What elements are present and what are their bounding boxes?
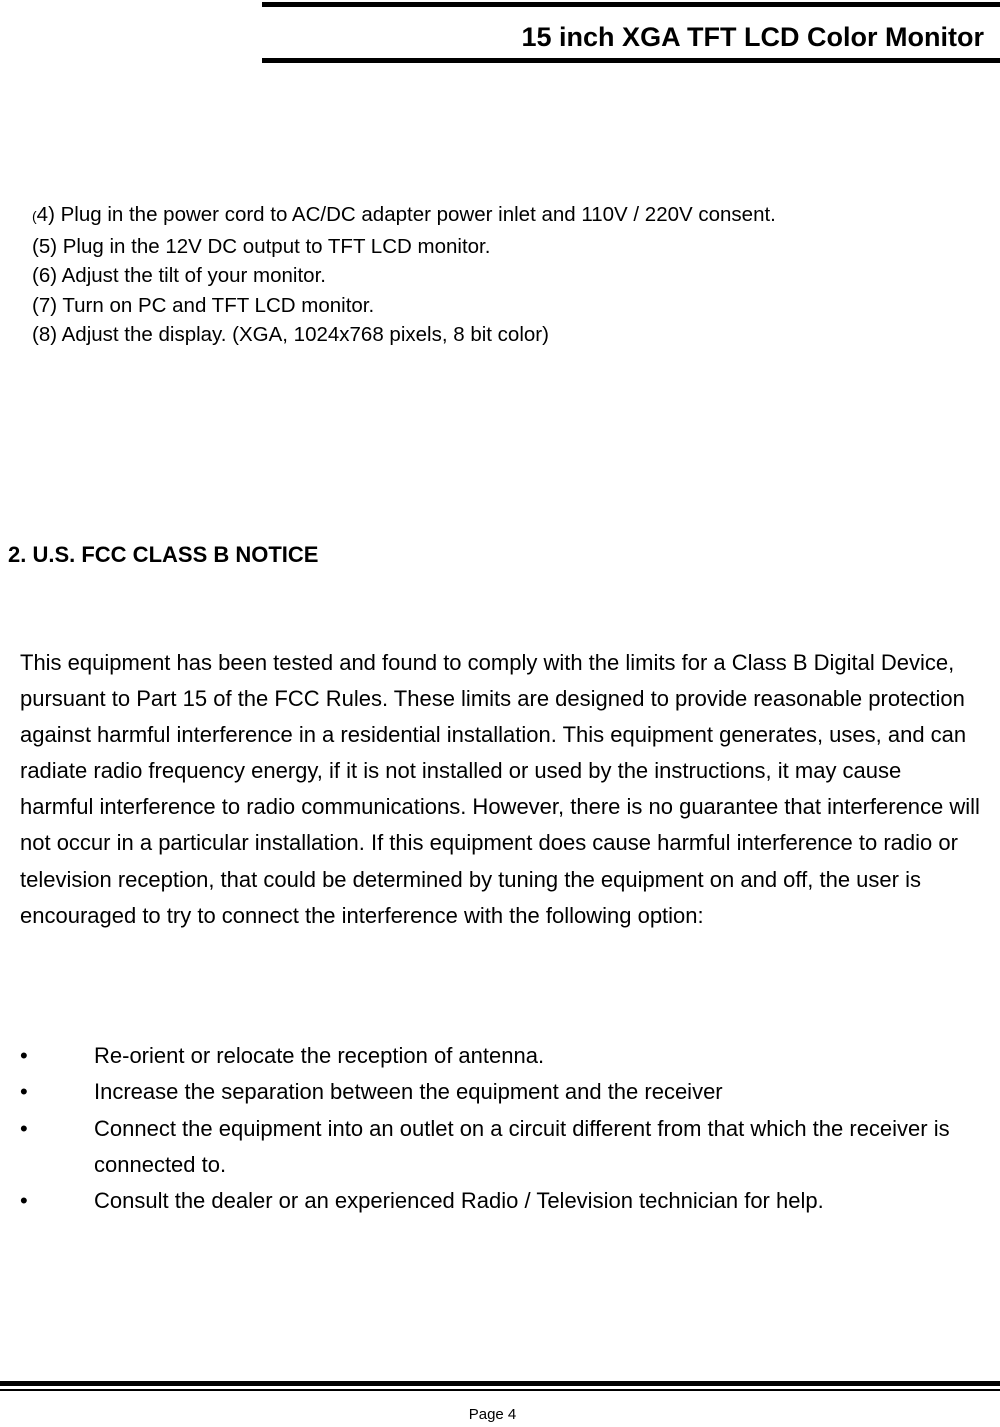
bullet-dot: •	[20, 1079, 28, 1105]
fcc-notice-paragraph: This equipment has been tested and found to comply with the limits for a Class B Digital Device, pursuant to Part 15 of the FCC Rules. These limits are designed to provide reasonable protection against harmful interference in a residential installation. This equipment generates, uses, and can radiate radio frequency energy, if it is not installed or used by the instructions, it may cause harmful interference to radio communications. However, there is no guarantee that interference will not occur in a particular installation. If this equipment does cause harmful interference to radio or television reception, that could be determined by tuning the equipment on and off, the user is encouraged to try to connect the interference with the following option:	[20, 650, 980, 928]
step-open-paren: (	[32, 208, 37, 224]
list-item	[20, 1038, 980, 1074]
setup-steps-list	[32, 200, 776, 350]
setup-step-4	[32, 200, 776, 232]
page-header-title: 15 inch XGA TFT LCD Color Monitor	[521, 22, 984, 52]
bullet-dot: •	[20, 1188, 28, 1214]
setup-step-6: (6) Adjust the tilt of your monitor.	[32, 264, 326, 287]
section-heading: 2. U.S. FCC CLASS B NOTICE	[8, 542, 319, 567]
setup-step-5: (5) Plug in the 12V DC output to TFT LCD monitor.	[32, 234, 491, 258]
header-rule-top	[262, 2, 1000, 7]
footer-rule-thin	[0, 1389, 1000, 1391]
list-item-text: Connect the equipment into an outlet on a circuit different from that which the receiver is connected to.	[94, 1115, 950, 1177]
list-item-text: Re-orient or relocate the reception of antenna.	[94, 1043, 545, 1068]
setup-step-7: (7) Turn on PC and TFT LCD monitor.	[32, 293, 375, 317]
footer-rule-thick	[0, 1381, 1000, 1386]
bullet-dot: •	[20, 1115, 28, 1141]
remedy-bullet-list	[20, 1038, 980, 1219]
step-text: 4) Plug in the power cord to AC/DC adapter power inlet and 110V / 220V consent.	[36, 203, 776, 226]
header-rule-bottom	[262, 58, 1000, 63]
bullet-dot: •	[20, 1043, 28, 1068]
list-item-text: Increase the separation between the equipment and the receiver	[94, 1079, 723, 1105]
list-item	[20, 1074, 980, 1110]
list-item-text: Consult the dealer or an experienced Radio / Television technician for help.	[94, 1188, 824, 1214]
list-item	[20, 1183, 980, 1219]
page-number: Page 4	[468, 1406, 517, 1423]
setup-step-8: (8) Adjust the display. (XGA, 1024x768 pixels, 8 bit color)	[32, 323, 549, 346]
list-item	[20, 1111, 980, 1184]
